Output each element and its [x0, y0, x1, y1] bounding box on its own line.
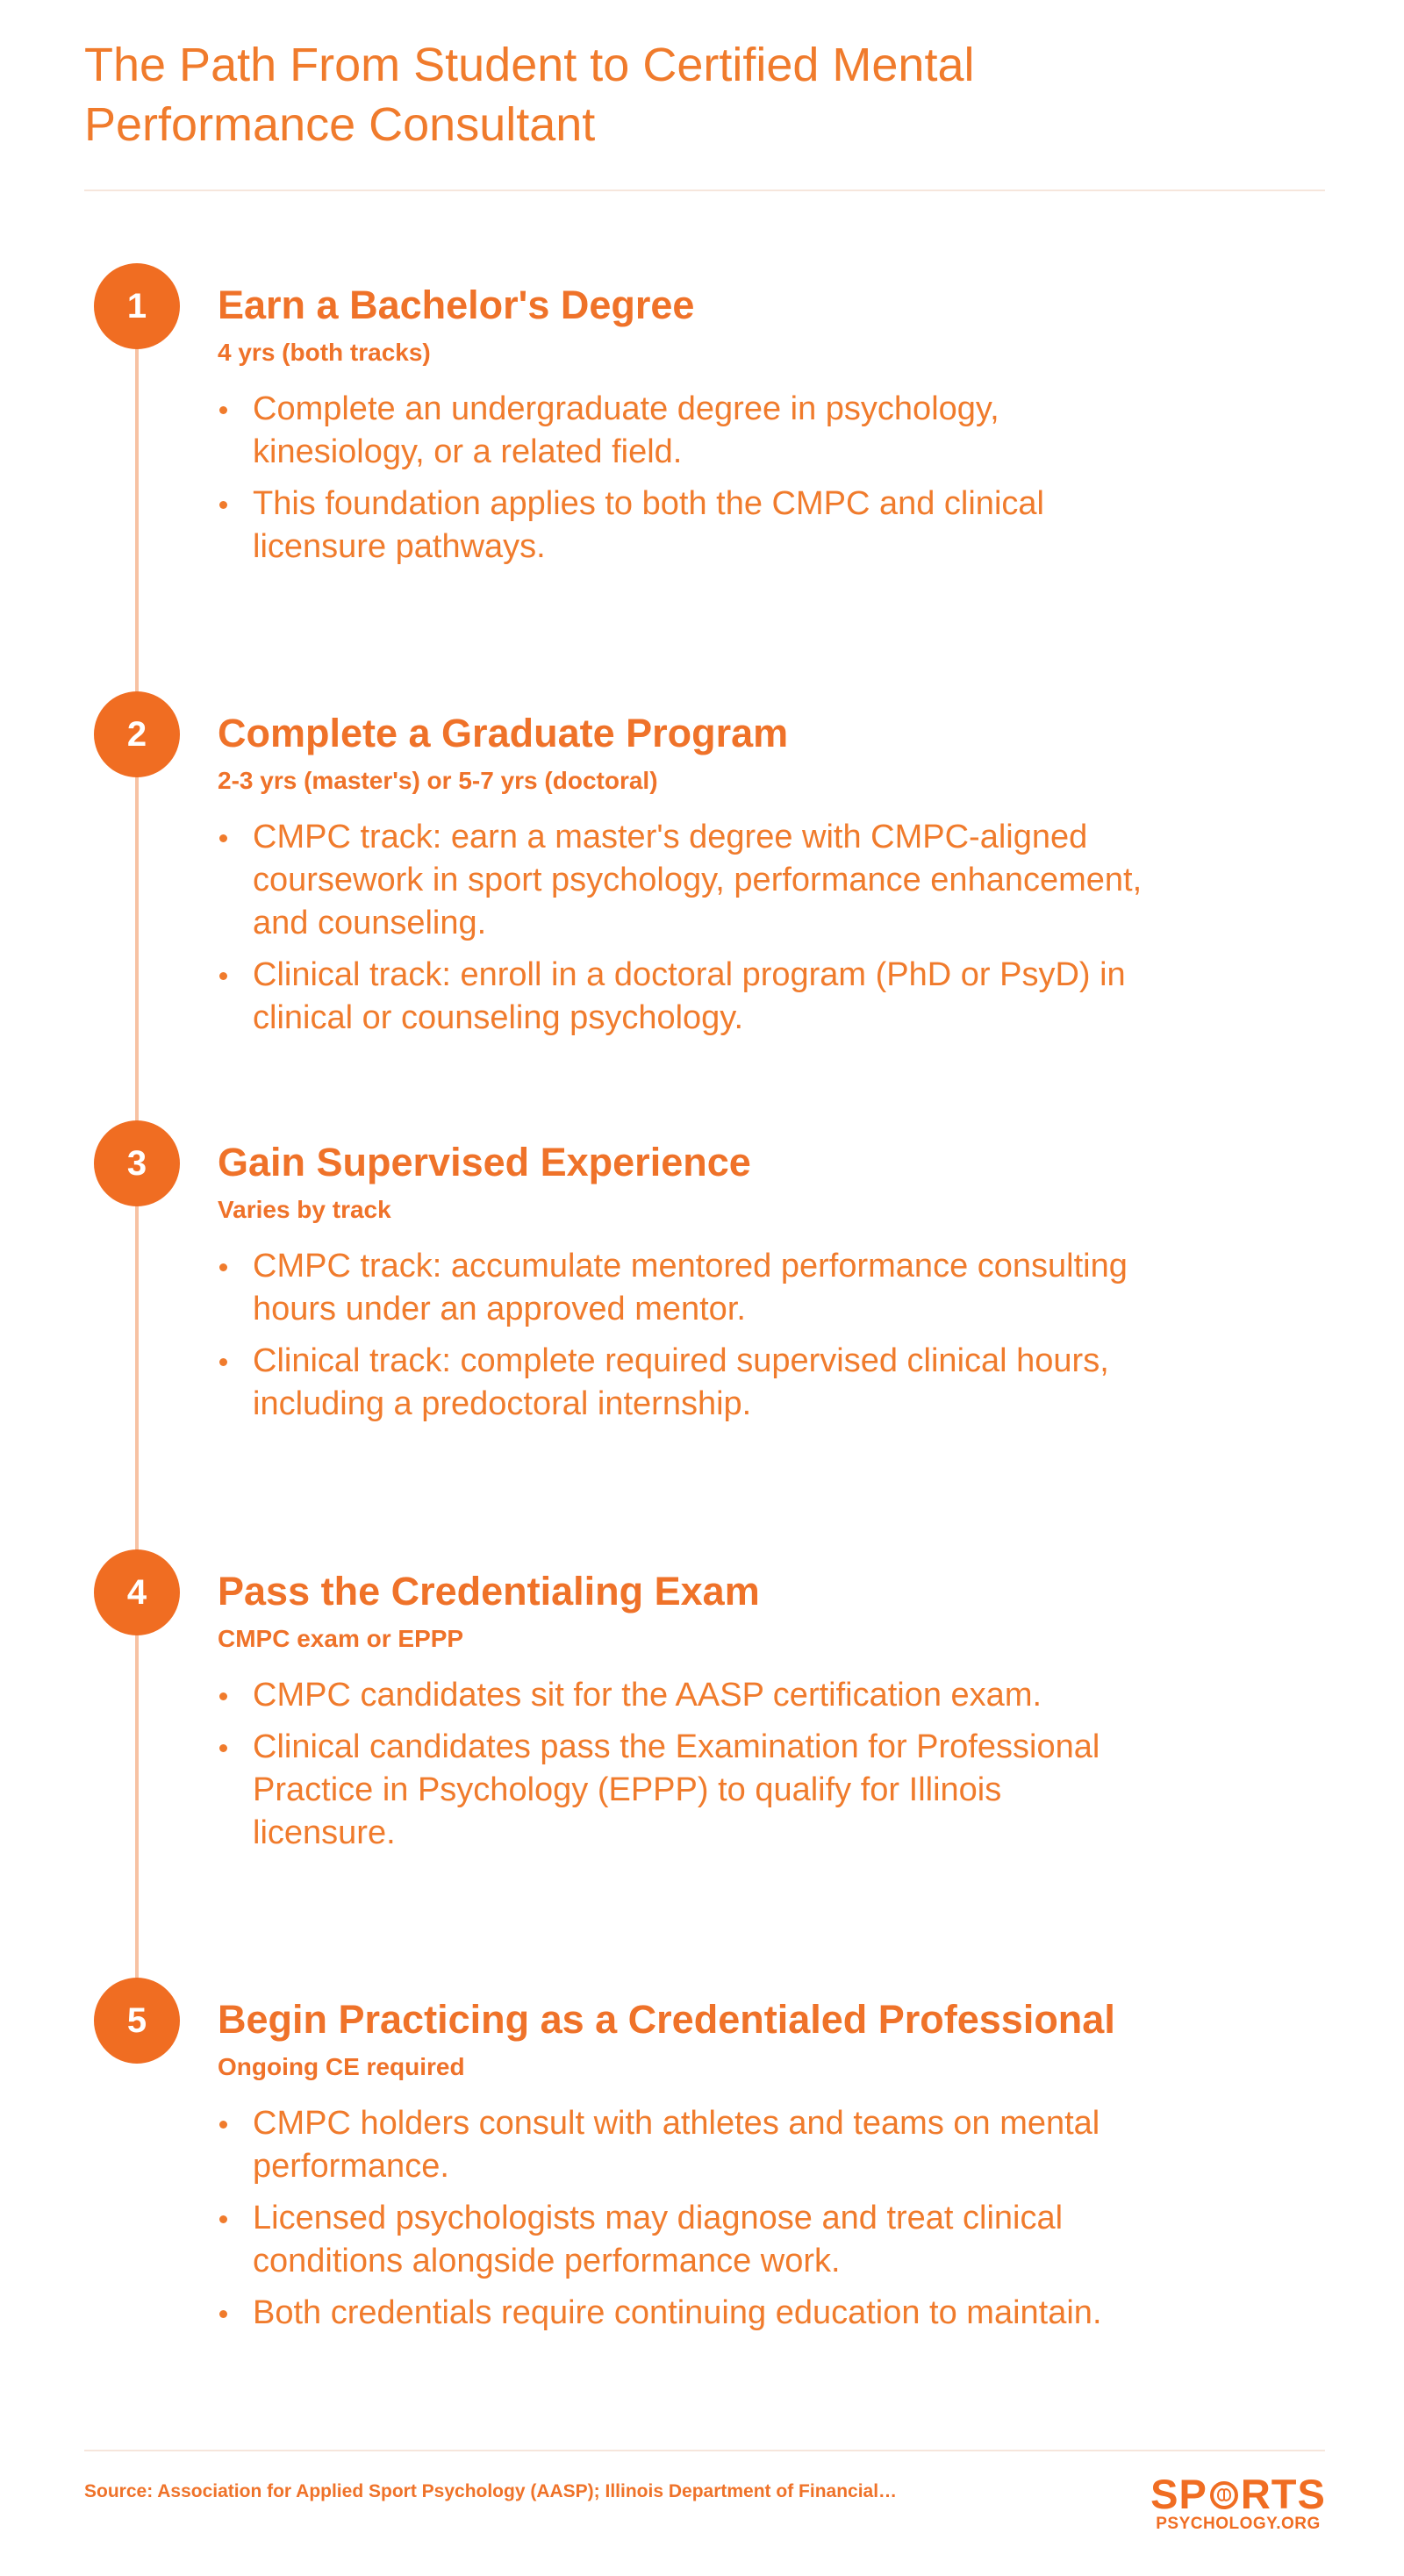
dot-icon	[219, 2215, 227, 2223]
site-logo	[1146, 2472, 1330, 2534]
dot-icon	[219, 406, 227, 414]
step-duration: Ongoing CE required	[218, 2053, 465, 2080]
list-item	[218, 816, 1148, 945]
bullet-text: Clinical candidates pass the Examination for Professional Practice in Psychology (EPPP) to qualify for Illinois licensure.	[253, 1728, 1100, 1851]
list-item	[218, 483, 1148, 569]
step-title: Gain Supervised Experience	[218, 1140, 751, 1184]
step-number-badge: 2	[94, 691, 180, 777]
step-duration: 4 yrs (both tracks)	[218, 339, 431, 366]
step-bullet-list	[218, 2102, 1148, 2343]
step-number-badge: 4	[94, 1549, 180, 1635]
logo-subtext: PSYCHOLOGY.ORG	[1156, 2515, 1321, 2533]
step-title: Complete a Graduate Program	[218, 711, 789, 755]
dot-icon	[219, 834, 227, 842]
step-number-badge: 5	[94, 1978, 180, 2064]
bullet-text: Both credentials require continuing education to maintain.	[253, 2294, 1102, 2331]
page-title: The Path From Student to Certified Mental Performance Consultant	[84, 39, 975, 151]
step-bullet-list	[218, 388, 1148, 577]
step-number-badge: 3	[94, 1120, 180, 1206]
step-bullet-list	[218, 816, 1148, 1048]
list-item	[218, 388, 1148, 474]
list-item	[218, 2292, 1148, 2335]
dot-icon	[219, 2310, 227, 2318]
source-citation: Source: Association for Applied Sport Psychology (AASP); Illinois Department of Financial…	[84, 2481, 898, 2501]
bullet-text: Complete an undergraduate degree in psychology, kinesiology, or a related field.	[253, 390, 999, 470]
step-bullet-list	[218, 1674, 1148, 1864]
bullet-text: Clinical track: complete required supervised clinical hours, including a predoctoral internship.	[253, 1342, 1109, 1422]
bullet-text: CMPC holders consult with athletes and teams on mental performance.	[253, 2105, 1100, 2185]
step-title: Pass the Credentialing Exam	[218, 1569, 760, 1614]
list-item	[218, 2197, 1148, 2283]
title-divider	[84, 190, 1325, 191]
step-bullet-list	[218, 1245, 1148, 1435]
list-item	[218, 1245, 1148, 1331]
bullet-text: Clinical track: enroll in a doctoral program (PhD or PsyD) in clinical or counseling psychology.	[253, 956, 1126, 1036]
dot-icon	[219, 1263, 227, 1271]
list-item	[218, 1726, 1148, 1855]
dot-icon	[219, 1744, 227, 1752]
list-item	[218, 954, 1148, 1040]
step-duration: Varies by track	[218, 1196, 391, 1223]
dot-icon	[219, 501, 227, 509]
bullet-text: CMPC track: accumulate mentored performance consulting hours under an approved mentor.	[253, 1248, 1128, 1327]
step-duration: 2-3 yrs (master's) or 5-7 yrs (doctoral)	[218, 767, 658, 794]
logo-text-left: SP	[1150, 2471, 1207, 2517]
dot-icon	[219, 1358, 227, 1366]
dot-icon	[219, 2121, 227, 2129]
step-number-badge: 1	[94, 263, 180, 349]
footer-divider	[84, 2450, 1325, 2451]
list-item	[218, 1674, 1148, 1717]
logo-wordmark	[1146, 2472, 1330, 2516]
list-item	[218, 2102, 1148, 2188]
step-duration: CMPC exam or EPPP	[218, 1625, 464, 1652]
bullet-text: CMPC track: earn a master's degree with CMPC-aligned coursework in sport psychology, performance enhancement, and counseling.	[253, 819, 1143, 941]
brain-icon	[1208, 2479, 1240, 2511]
bullet-text: CMPC candidates sit for the AASP certification exam.	[253, 1677, 1042, 1714]
dot-icon	[219, 972, 227, 980]
step-title: Earn a Bachelor's Degree	[218, 283, 695, 327]
dot-icon	[219, 1692, 227, 1700]
bullet-text: Licensed psychologists may diagnose and treat clinical conditions alongside performance work.	[253, 2200, 1064, 2279]
logo-text-right: RTS	[1240, 2471, 1326, 2517]
step-title: Begin Practicing as a Credentialed Professional	[218, 1997, 1115, 2042]
list-item	[218, 1340, 1148, 1426]
bullet-text: This foundation applies to both the CMPC and clinical licensure pathways.	[253, 485, 1044, 565]
